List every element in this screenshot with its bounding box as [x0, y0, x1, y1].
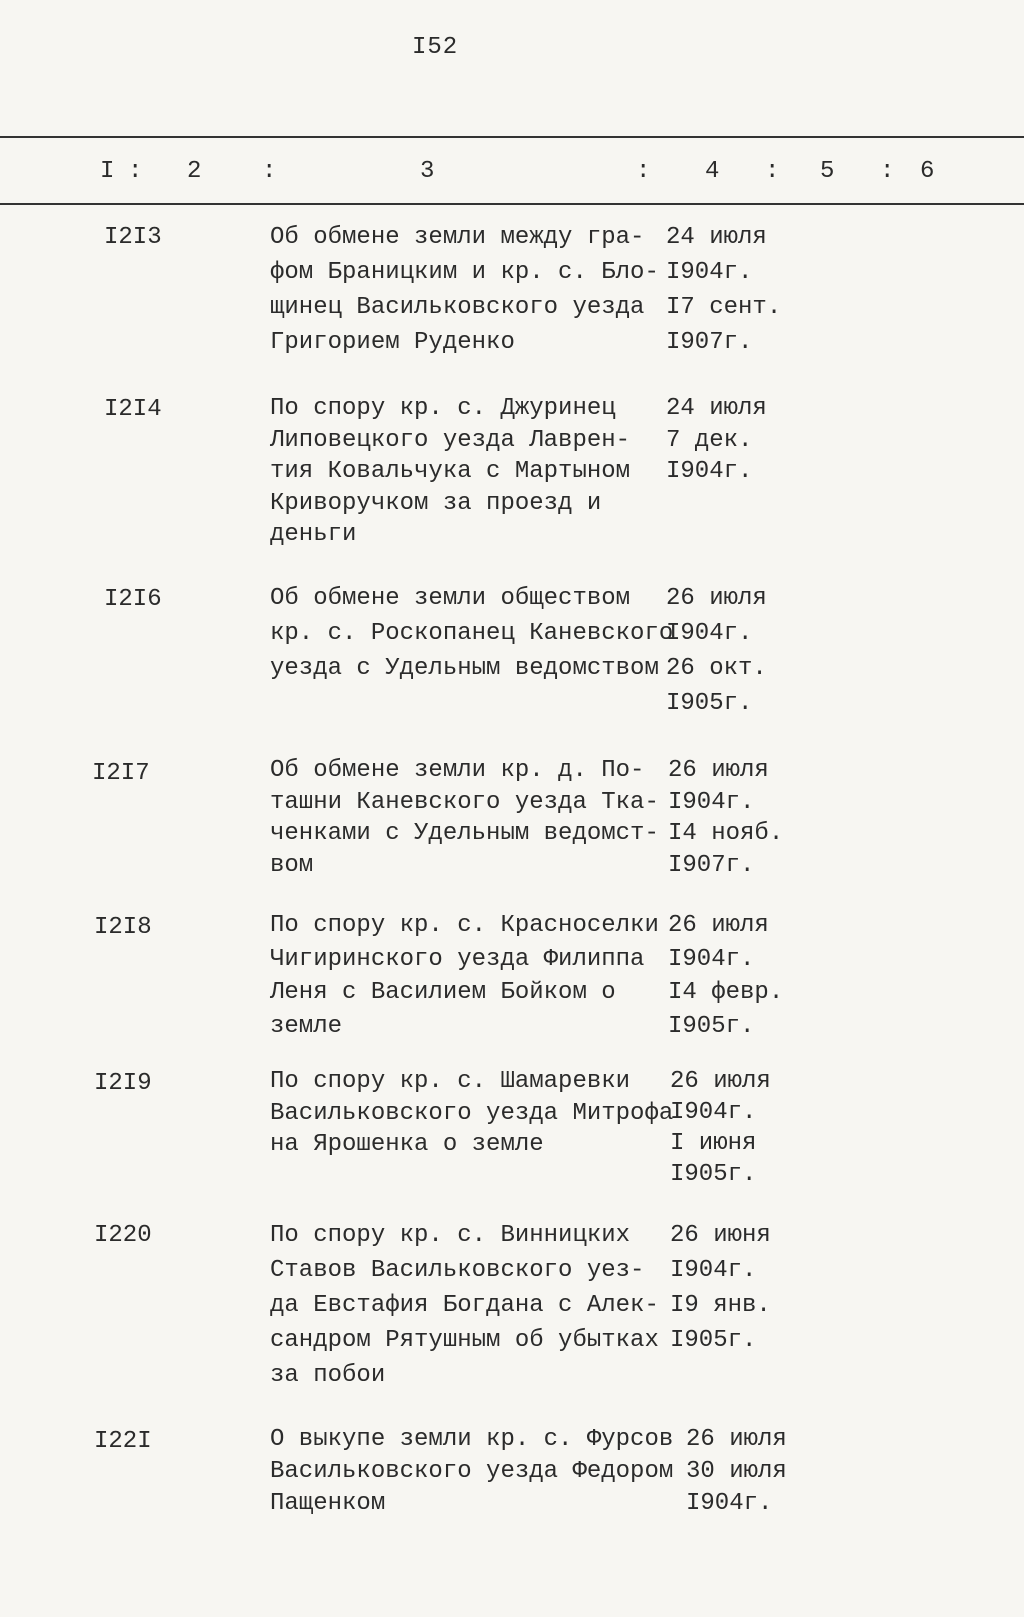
entry-description: Об обмене земли кр. д. По- ташни Каневского уезда Тка- ченками с Удельным ведомст- вом — [270, 757, 659, 879]
entry-dates: 26 июня I904г. I9 янв. I905г. — [670, 1222, 771, 1354]
entry-dates: 26 июля I904г. I июня I905г. — [670, 1068, 771, 1188]
entry-number: I2I8 — [94, 914, 152, 941]
entry-number: I2I4 — [104, 396, 162, 423]
column-header-1: I — [100, 158, 115, 185]
entry-description: О выкупе земли кр. с. Фурсов Васильковского уезда Федором Пащенком — [270, 1426, 674, 1517]
column-separator: : — [262, 158, 277, 185]
entry-description: Об обмене земли обществом кр. с. Роскопанец Каневского уезда с Удельным ведомством — [270, 585, 674, 682]
column-header-6: 6 — [920, 158, 935, 185]
entry-description: По спору кр. с. Джуринец Липовецкого уезда Лаврен- тия Ковальчука с Мартыном Криворучком за проезд и деньги — [270, 395, 631, 548]
entry-dates: 24 июля I904г. I7 сент. I907г. — [666, 224, 782, 356]
column-separator: : — [880, 158, 895, 185]
table-top-rule — [0, 136, 1024, 138]
entry-number: I2I6 — [104, 586, 162, 613]
entry-number: I2I3 — [104, 224, 162, 251]
entry-dates: 26 июля I904г. I4 нояб. I907г. — [668, 757, 784, 879]
entry-dates: 26 июля 30 июля I904г. — [686, 1426, 787, 1517]
entry-number: I2I7 — [92, 760, 150, 787]
entry-number: I220 — [94, 1222, 152, 1249]
table-header-rule — [0, 203, 1024, 205]
column-header-2: 2 — [187, 158, 202, 185]
entry-description: По спору кр. с. Винницких Ставов Васильковского уез- да Евстафия Богдана с Алек- сандром Рятушным об убытках за побои — [270, 1222, 659, 1389]
entry-description: Об обмене земли между гра- фом Браницким и кр. с. Бло- щинец Васильковского уезда Григорием Руденко — [270, 224, 659, 356]
entry-description: По спору кр. с. Шамаревки Васильковского уезда Митрофа на Ярошенка о земле — [270, 1068, 674, 1158]
entry-number: I2I9 — [94, 1070, 152, 1097]
entry-dates: 26 июля I904г. I4 февр. I905г. — [668, 912, 784, 1040]
page-number: I52 — [412, 34, 459, 61]
column-header-4: 4 — [705, 158, 720, 185]
entry-dates: 24 июля 7 дек. I904г. — [666, 395, 767, 485]
column-header-3: 3 — [420, 158, 435, 185]
column-separator: : — [636, 158, 651, 185]
entry-dates: 26 июля I904г. 26 окт. I905г. — [666, 585, 767, 717]
column-header-5: 5 — [820, 158, 835, 185]
column-separator: : — [128, 158, 143, 185]
entry-number: I22I — [94, 1428, 152, 1455]
entry-description: По спору кр. с. Красноселки Чигиринского уезда Филиппа Леня с Василием Бойком о земле — [270, 912, 659, 1040]
column-separator: : — [765, 158, 780, 185]
